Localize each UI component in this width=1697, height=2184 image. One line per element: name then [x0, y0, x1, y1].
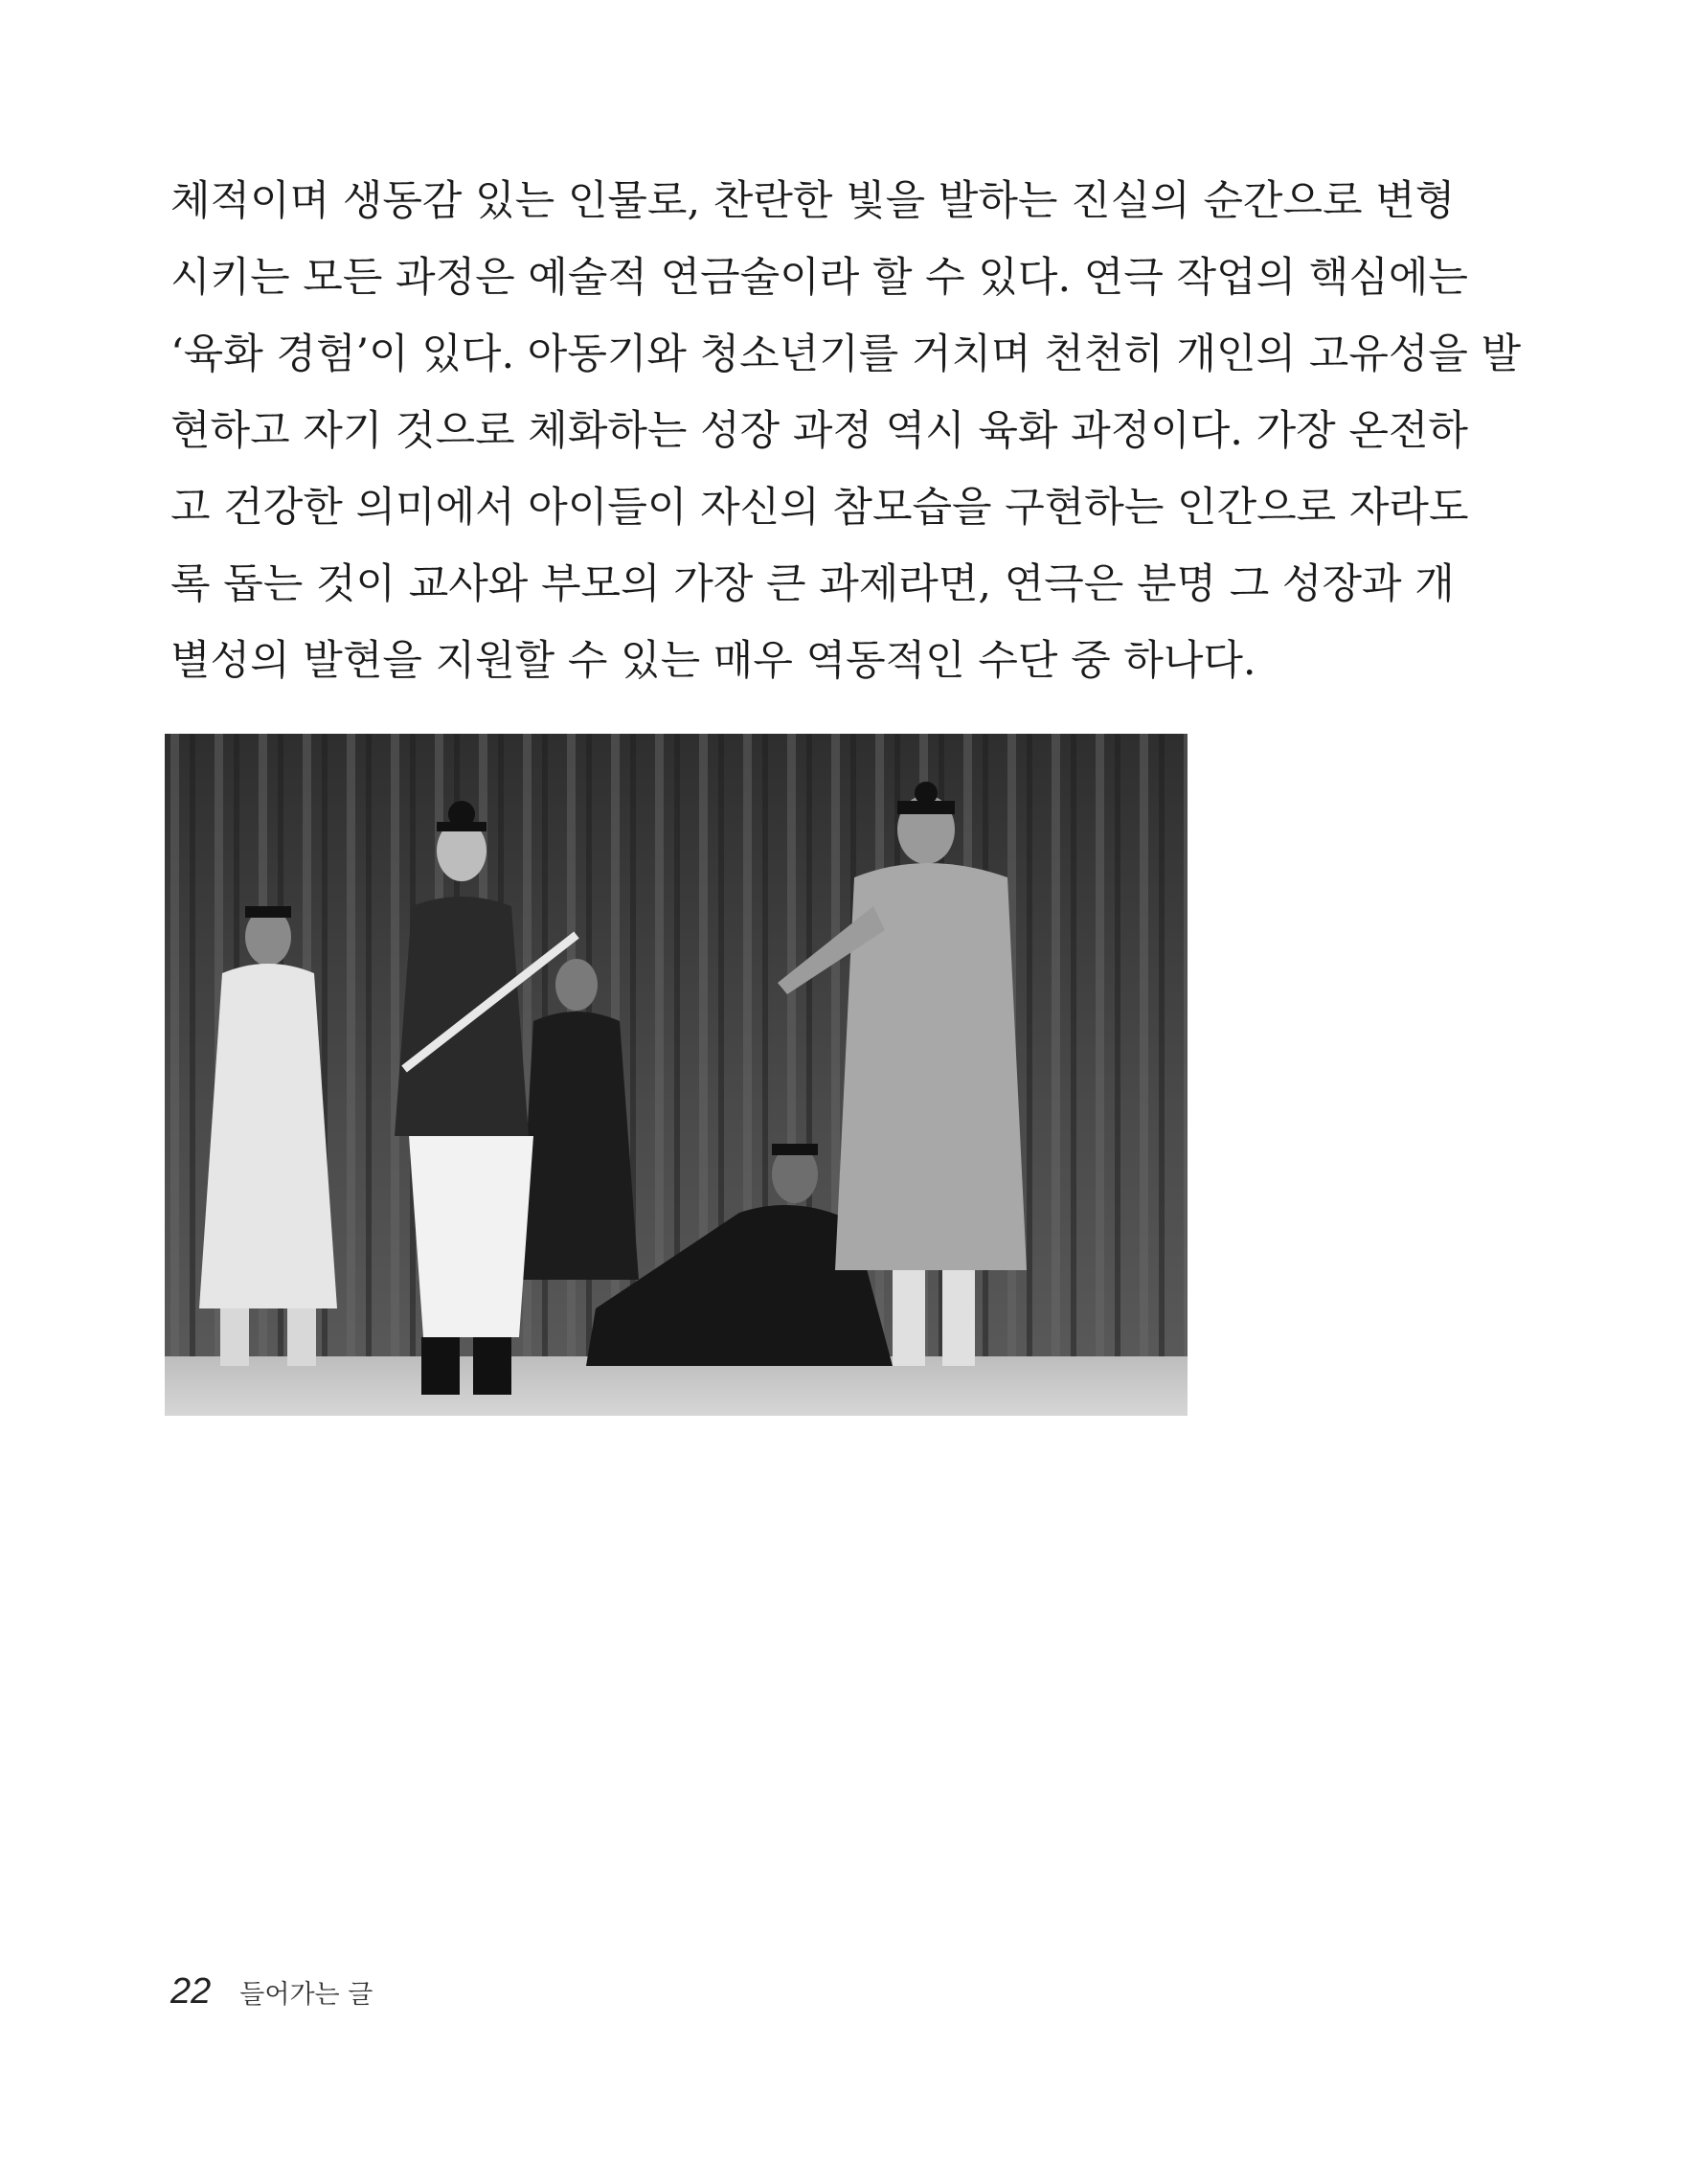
- running-title: 들어가는 글: [239, 1980, 373, 2010]
- body-line: 현하고 자기 것으로 체화하는 성장 과정 역시 육화 과정이다. 가장 온전하: [170, 407, 1468, 455]
- body-line: 체적이며 생동감 있는 인물로, 찬란한 빛을 발하는 진실의 순간으로 변형: [170, 177, 1456, 225]
- page-footer: [170, 1971, 373, 2019]
- body-line: ‘육화 경험’이 있다. 아동기와 청소년기를 거치며 천천히 개인의 고유성을 발: [170, 330, 1522, 378]
- body-line: 고 건강한 의미에서 아이들이 자신의 참모습을 구현하는 인간으로 자라도: [170, 484, 1469, 532]
- body-line: 시키는 모든 과정은 예술적 연금술이라 할 수 있다. 연극 작업의 핵심에는: [170, 254, 1468, 302]
- body-line: 록 돕는 것이 교사와 부모의 가장 큰 과제라면, 연극은 분명 그 성장과 개: [170, 560, 1455, 608]
- stage-photo: [165, 734, 1188, 1416]
- body-line: 별성의 발현을 지원할 수 있는 매우 역동적인 수단 중 하나다.: [170, 637, 1256, 685]
- body-text: [170, 163, 1522, 699]
- page-number: 22: [170, 1971, 212, 2012]
